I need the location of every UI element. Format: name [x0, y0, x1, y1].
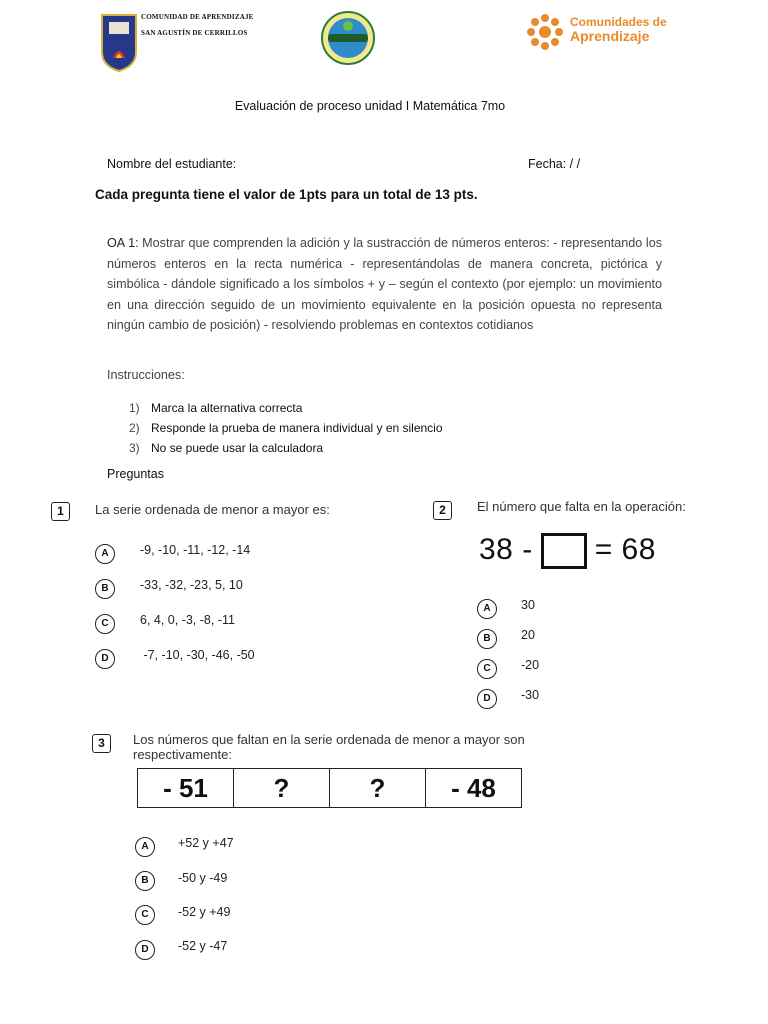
q3-option-a-circle[interactable]: A	[135, 837, 155, 857]
q1-option-d-circle[interactable]: D	[95, 649, 115, 669]
equation-right: = 68	[594, 533, 656, 566]
oa-label: OA 1:	[107, 236, 139, 250]
q3-option-b-text: -50 y -49	[178, 871, 228, 885]
equation-left: 38 -	[479, 533, 533, 566]
school-crest-logo	[101, 14, 137, 72]
q1-option-d-text: -7, -10, -30, -46, -50	[140, 648, 255, 662]
q2-option-b-text: 20	[521, 628, 535, 642]
question-2-number: 2	[433, 501, 452, 520]
instruction-number: 2)	[129, 421, 140, 435]
missing-number-box	[541, 533, 587, 569]
question-1-text: La serie ordenada de menor a mayor es:	[95, 502, 330, 517]
instruction-item	[129, 398, 443, 418]
q3-option-b-circle[interactable]: B	[135, 871, 155, 891]
q3-option-c-text: -52 y +49	[178, 905, 231, 919]
series-row	[138, 769, 522, 808]
score-note: Cada pregunta tiene el valor de 1pts para un total de 13 pts.	[95, 187, 478, 202]
q1-option-a-circle[interactable]: A	[95, 544, 115, 564]
q1-option-c-circle[interactable]: C	[95, 614, 115, 634]
school-line-2: SAN AGUSTÍN DE CERRILLOS	[141, 29, 248, 37]
question-3-number: 3	[92, 734, 111, 753]
q3-option-a-text: +52 y +47	[178, 836, 234, 850]
question-3-text	[133, 732, 525, 762]
series-cell: - 48	[426, 769, 522, 808]
school-line-1: COMUNIDAD DE APRENDIZAJE	[141, 13, 254, 21]
q2-option-b-circle[interactable]: B	[477, 629, 497, 649]
instruction-number: 3)	[129, 441, 140, 455]
question-2-text: El número que falta en la operación:	[477, 499, 686, 514]
instructions-title: Instrucciones:	[107, 368, 185, 382]
equation	[479, 533, 656, 569]
q2-option-d-text: -30	[521, 688, 540, 702]
q1-option-b-text: -33, -32, -23, 5, 10	[140, 578, 243, 592]
number-series-table	[137, 768, 522, 808]
q2-option-c-text: -20	[521, 658, 540, 672]
center-emblem-logo	[320, 10, 376, 66]
q2-option-c-circle[interactable]: C	[477, 659, 497, 679]
instruction-text: No se puede usar la calculadora	[151, 441, 324, 455]
series-cell: - 51	[138, 769, 234, 808]
instructions-list	[129, 398, 443, 458]
instruction-item	[129, 438, 443, 458]
school-name	[141, 14, 254, 46]
series-cell: ?	[330, 769, 426, 808]
question-3-text-line-2: respectivamente:	[133, 747, 232, 762]
student-name-label: Nombre del estudiante:	[107, 157, 237, 171]
comunidades-flower-logo	[525, 12, 565, 52]
ca-line-1: Comunidades de	[570, 15, 667, 29]
q1-option-c-text: 6, 4, 0, -3, -8, -11	[140, 613, 235, 627]
q1-option-a-text: -9, -10, -11, -12, -14	[140, 543, 251, 557]
q3-option-c-circle[interactable]: C	[135, 905, 155, 925]
ca-line-2: Aprendizaje	[570, 28, 650, 45]
instruction-number: 1)	[129, 401, 140, 415]
q2-option-d-circle[interactable]: D	[477, 689, 497, 709]
q2-option-a-text: 30	[521, 598, 535, 612]
question-1-number: 1	[51, 502, 70, 521]
questions-heading: Preguntas	[107, 467, 164, 481]
evaluation-title: Evaluación de proceso unidad I Matemática 7mo	[234, 99, 506, 113]
series-cell: ?	[234, 769, 330, 808]
q3-option-d-text: -52 y -47	[178, 939, 228, 953]
learning-objective	[107, 233, 662, 336]
instruction-text: Responde la prueba de manera individual y en silencio	[151, 421, 443, 435]
date-label: Fecha: / /	[528, 157, 581, 171]
instruction-item	[129, 418, 443, 438]
comunidades-wordmark	[570, 16, 667, 45]
question-3-text-line-1: Los números que faltan en la serie ordenada de menor a mayor son	[133, 732, 525, 747]
oa-text: Mostrar que comprenden la adición y la sustracción de números enteros: - representando los números enteros en la recta numérica - representándolas de manera concreta, pictórica y simbólica - dándole significado a los símbolos + y – según el contexto (por ejemplo: un movimiento en una dirección seguido de un movimiento equivalente en la posición opuesta no representa ningún cambio de posición) - resolviendo problemas en contextos cotidianos	[107, 236, 662, 333]
q2-option-a-circle[interactable]: A	[477, 599, 497, 619]
q1-option-b-circle[interactable]: B	[95, 579, 115, 599]
instruction-text: Marca la alternativa correcta	[151, 401, 303, 415]
q3-option-d-circle[interactable]: D	[135, 940, 155, 960]
